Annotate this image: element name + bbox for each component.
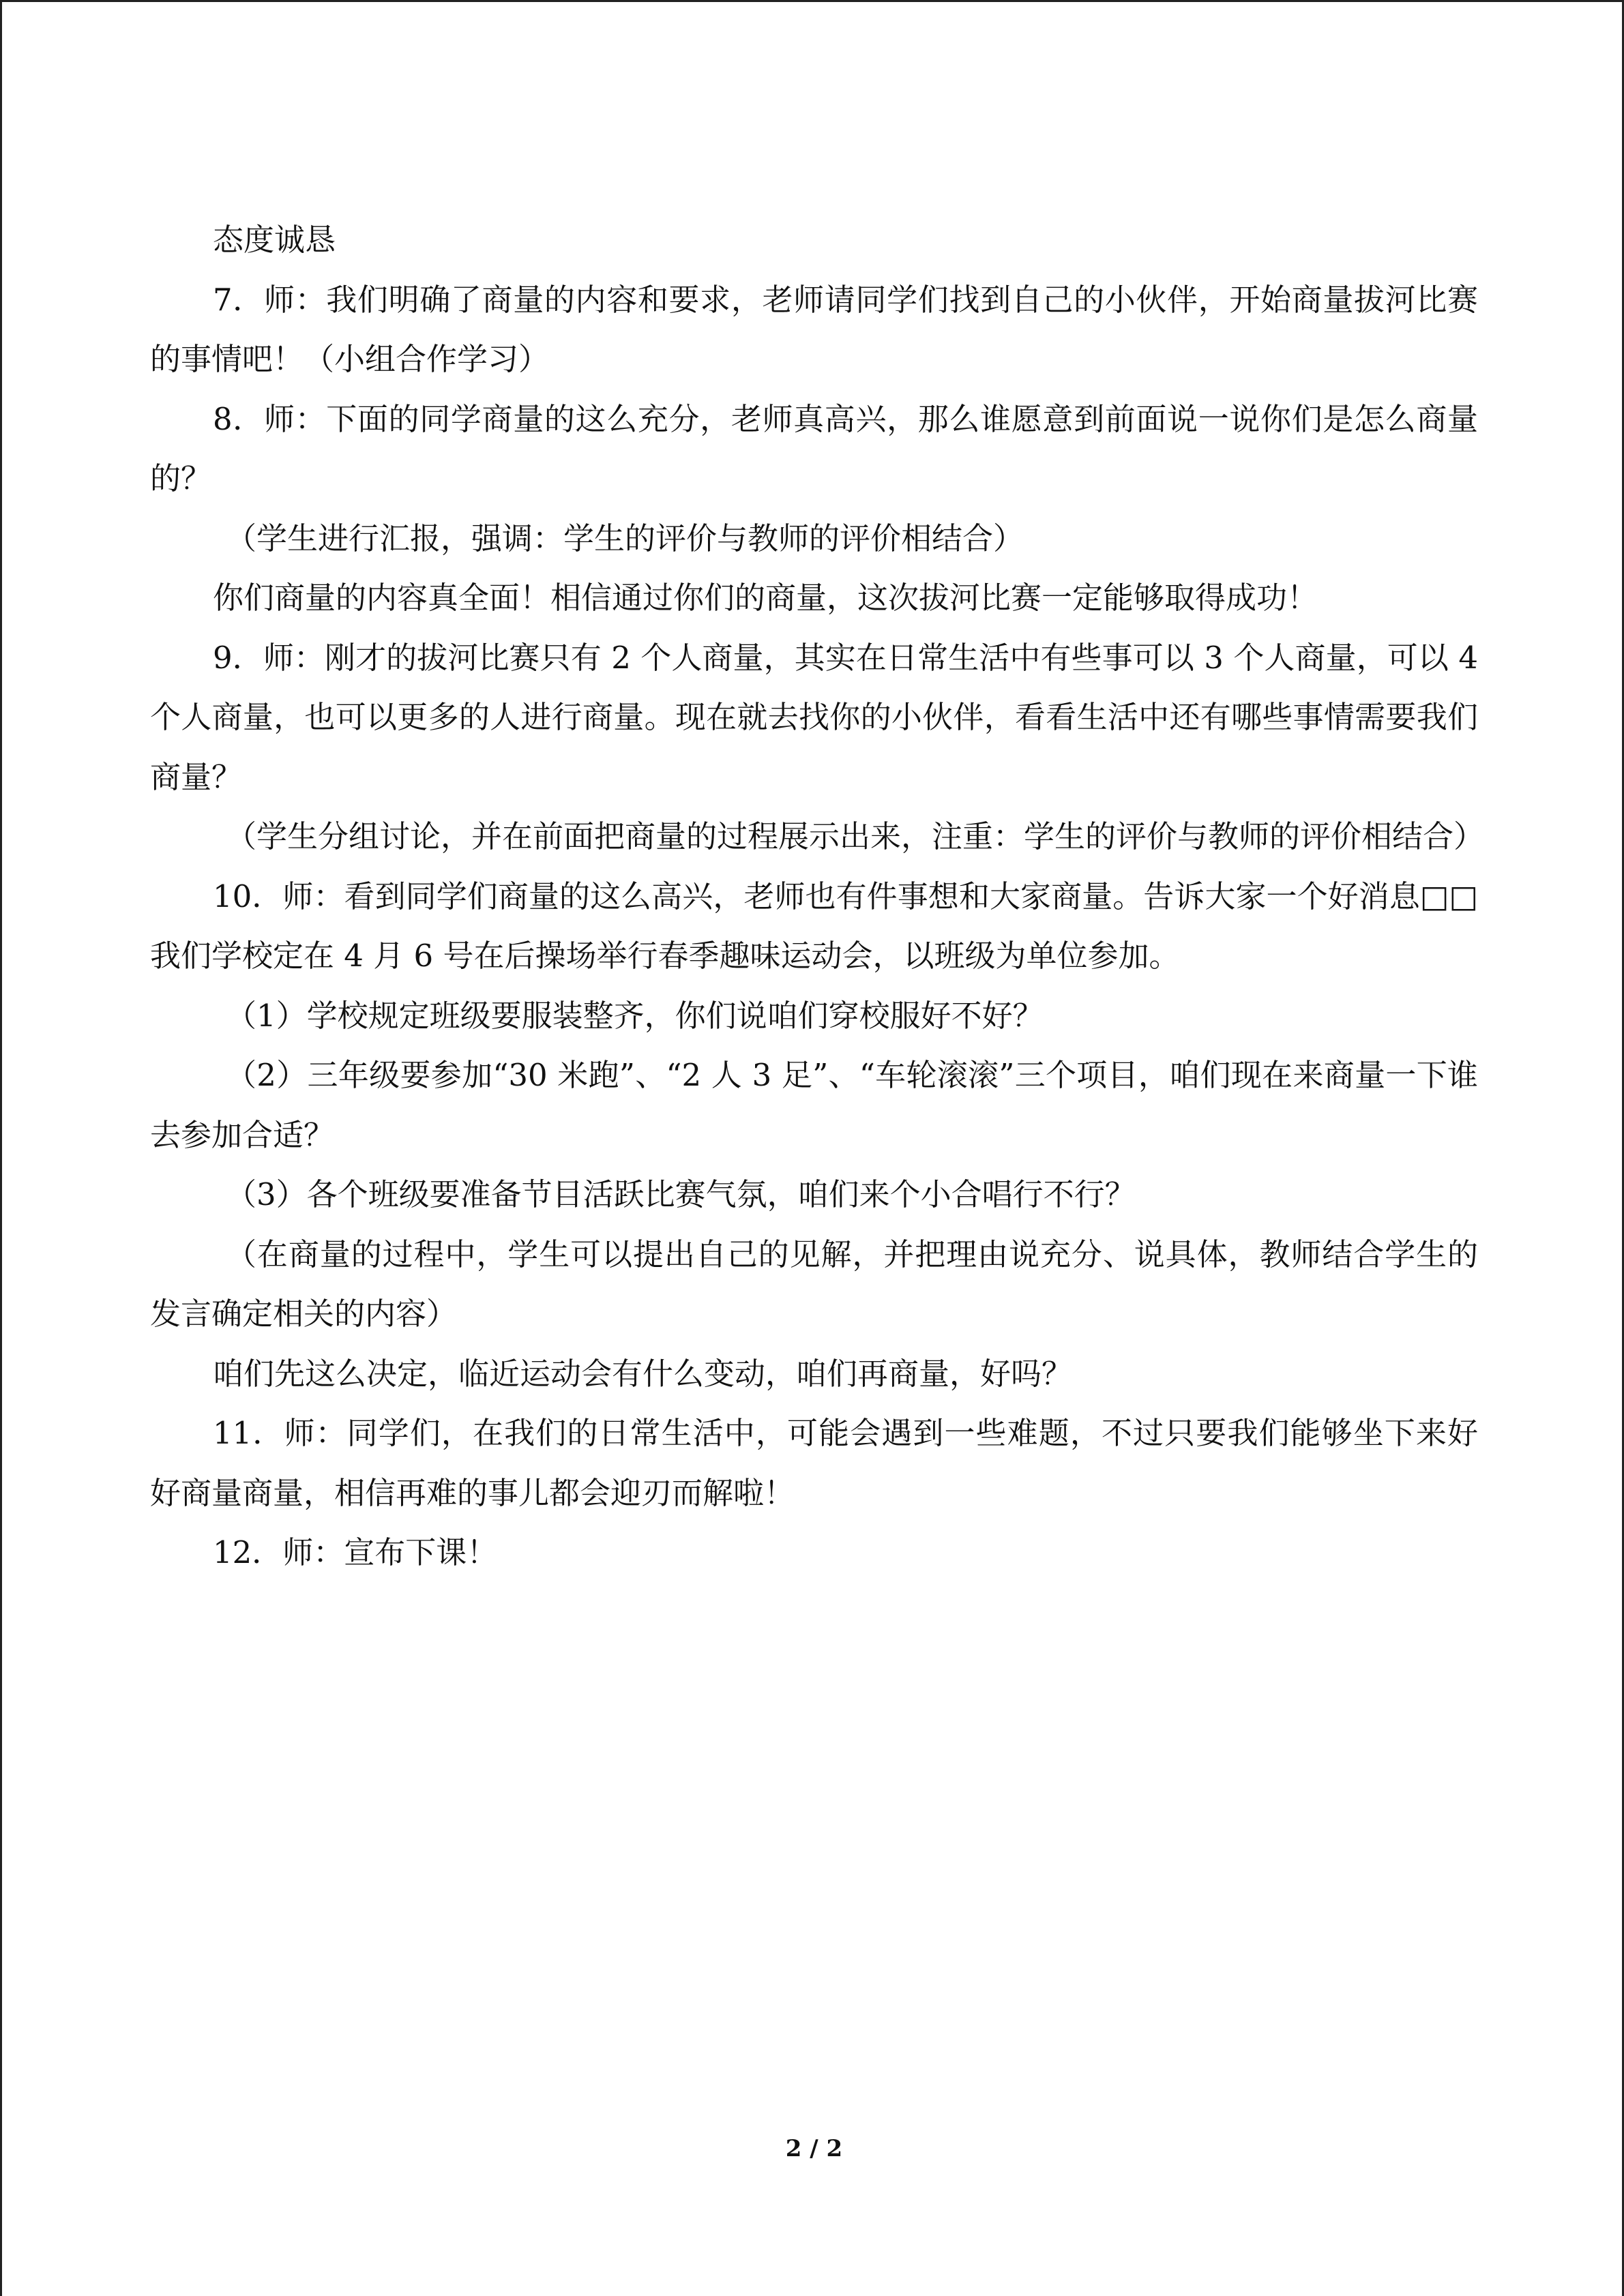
- paragraph-attitude: 态度诚恳: [213, 222, 336, 258]
- paragraph-student-report: （学生进行汇报，强调：学生的评价与教师的评价相结合）: [226, 520, 1024, 556]
- paragraph-group-discussion: （学生分组讨论，并在前面把商量的过程展示出来，注重：学生的评价与教师的评价相结合）: [226, 818, 1485, 854]
- paragraph-item-2: （2）三年级要参加“30 米跑”、“2 人 3 足”、“车轮滚滚”三个项目，咱们现在来商量一下谁去参加合适？: [150, 1057, 1478, 1153]
- paragraph-decision: 咱们先这么决定，临近运动会有什么变动，咱们再商量，好吗？: [213, 1355, 1073, 1392]
- paragraph-step-12: 12．师：宣布下课！: [213, 1534, 498, 1570]
- paragraph-step-10: 10．师：看到同学们商量的这么高兴，老师也有件事想和大家商量。告诉大家一个好消息□□我们学校定在 4 月 6 号在后操场举行春季趣味运动会，以班级为单位参加。: [150, 878, 1478, 974]
- paragraph-step-8: 8．师：下面的同学商量的这么充分，老师真高兴，那么谁愿意到前面说一说你们是怎么商量的？: [150, 400, 1478, 496]
- paragraph-step-9: 9．师：刚才的拔河比赛只有 2 个人商量，其实在日常生活中有些事可以 3 个人商量，可以 4 个人商量，也可以更多的人进行商量。现在就去找你的小伙伴，看看生活中还有哪些事情需要我们商量？: [150, 639, 1478, 795]
- paragraph-praise: 你们商量的内容真全面！相信通过你们的商量，这次拔河比赛一定能够取得成功！: [213, 580, 1318, 616]
- document-body: [150, 210, 1485, 1583]
- page-number: 2 / 2: [785, 2135, 843, 2162]
- paragraph-step-7: 7．师：我们明确了商量的内容和要求，老师请同学们找到自己的小伙伴，开始商量拔河比赛的事情吧！（小组合作学习）: [150, 281, 1478, 377]
- paragraph-item-3: （3）各个班级要准备节目活跃比赛气氛，咱们来个小合唱行不行？: [226, 1176, 1136, 1212]
- paragraph-step-11: 11．师：同学们，在我们的日常生活中，可能会遇到一些难题，不过只要我们能够坐下来好好商量商量，相信再难的事儿都会迎刃而解啦！: [150, 1415, 1478, 1511]
- paragraph-item-1: （1）学校规定班级要服装整齐，你们说咱们穿校服好不好？: [226, 997, 1044, 1034]
- paragraph-discussion-note: （在商量的过程中，学生可以提出自己的见解，并把理由说充分、说具体，教师结合学生的发言确定相关的内容）: [150, 1236, 1478, 1332]
